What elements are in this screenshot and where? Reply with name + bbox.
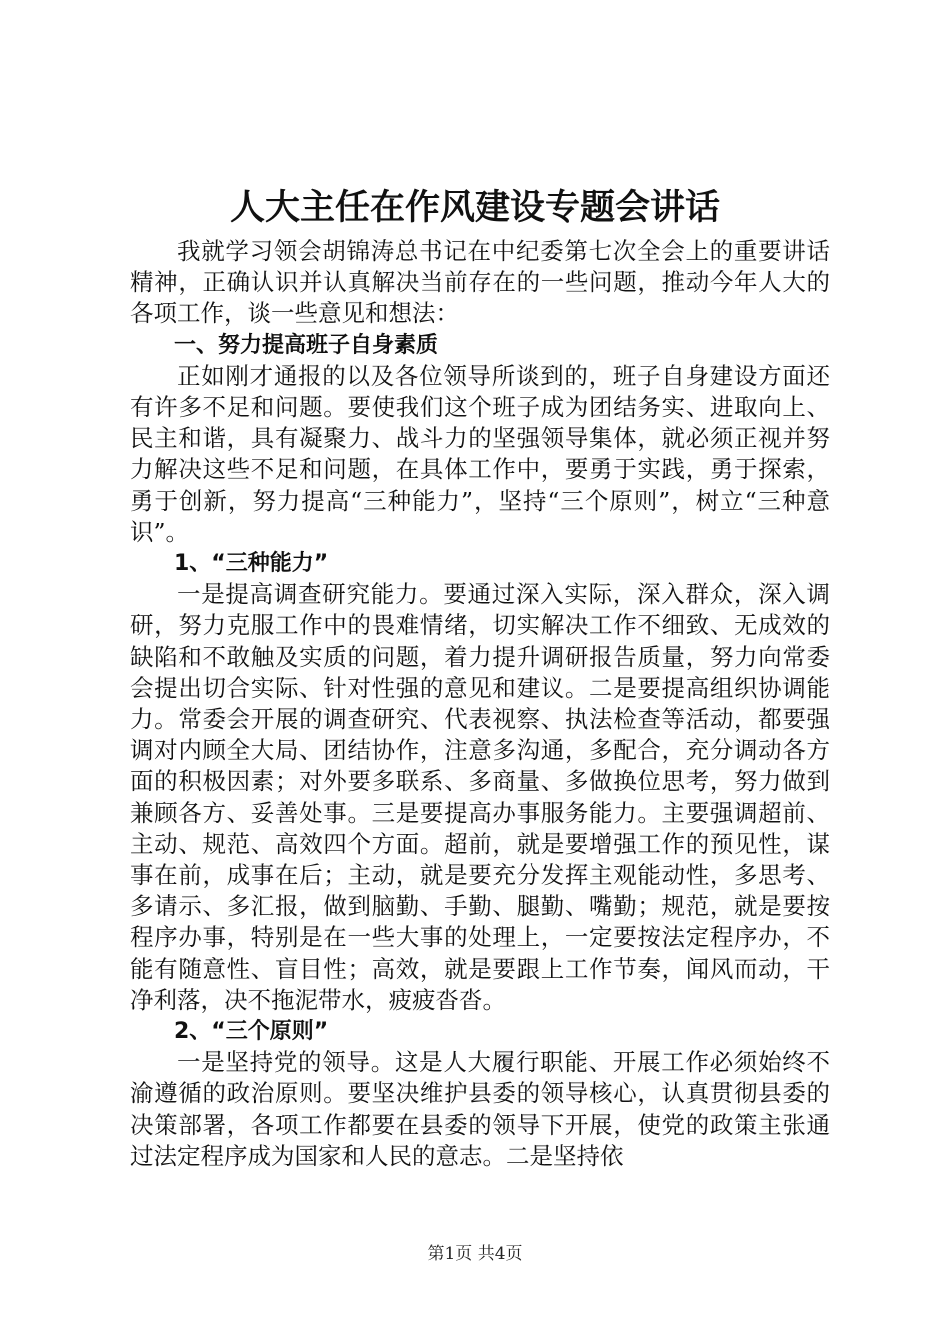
body-paragraph: 一是坚持党的领导。这是人大履行职能、开展工作必须始终不渝遵循的政治原则。要坚决维护县委的领导核心，认真贯彻县委的决策部署，各项工作都要在县委的领导下开展，使党的政策主张通过法定程序成为国家和人民的意志。二是坚持依 bbox=[130, 1048, 830, 1170]
section-heading: 一、努力提高班子自身素质 bbox=[174, 332, 439, 358]
subsection-heading: 2、“三个原则” bbox=[174, 1019, 329, 1045]
body-paragraph: 正如刚才通报的以及各位领导所谈到的，班子自身建设方面还有许多不足和问题。要使我们这个班子成为团结务实、进取向上、民主和谐，具有凝聚力、战斗力的坚强领导集体，就必须正视并努力解决这些不足和问题，在具体工作中，要勇于实践，勇于探索，勇于创新，努力提高“三种能力”，坚持“三个原则”，树立“三种意识”。 bbox=[130, 361, 830, 546]
document-title: 人大主任在作风建设专题会讲话 bbox=[229, 188, 720, 228]
body-paragraph: 我就学习领会胡锦涛总书记在中纪委第七次全会上的重要讲话精神，正确认识并认真解决当前存在的一些问题，推动今年人大的各项工作，谈一些意见和想法： bbox=[130, 237, 830, 328]
document-body bbox=[130, 236, 830, 1172]
body-paragraph: 一是提高调查研究能力。要通过深入实际，深入群众，深入调研，努力克服工作中的畏难情绪，切实解决工作不细致、无成效的缺陷和不敢触及实质的问题，着力提升调研报告质量，努力向常委会提出切合实际、针对性强的意见和建议。二是要提高组织协调能力。常委会开展的调查研究、代表视察、执法检查等活动，都要强调对内顾全大局、团结协作，注意多沟通，多配合，充分调动各方面的积极因素；对外要多联系、多商量、多做换位思考，努力做到兼顾各方、妥善处事。三是要提高办事服务能力。主要强调超前、主动、规范、高效四个方面。超前，就是要增强工作的预见性，谋事在前，成事在后；主动，就是要充分发挥主观能动性，多思考、多请示、多汇报，做到脑勤、手勤、腿勤、嘴勤；规范，就是要按程序办事，特别是在一些大事的处理上，一定要按法定程序办，不能有随意性、盲目性；高效，就是要跟上工作节奏，闻风而动，干净利落，决不拖泥带水，疲疲沓沓。 bbox=[130, 580, 830, 1014]
subsection-heading: 1、“三种能力” bbox=[174, 551, 329, 577]
page-footer: 第1页 共4页 bbox=[427, 1244, 523, 1264]
